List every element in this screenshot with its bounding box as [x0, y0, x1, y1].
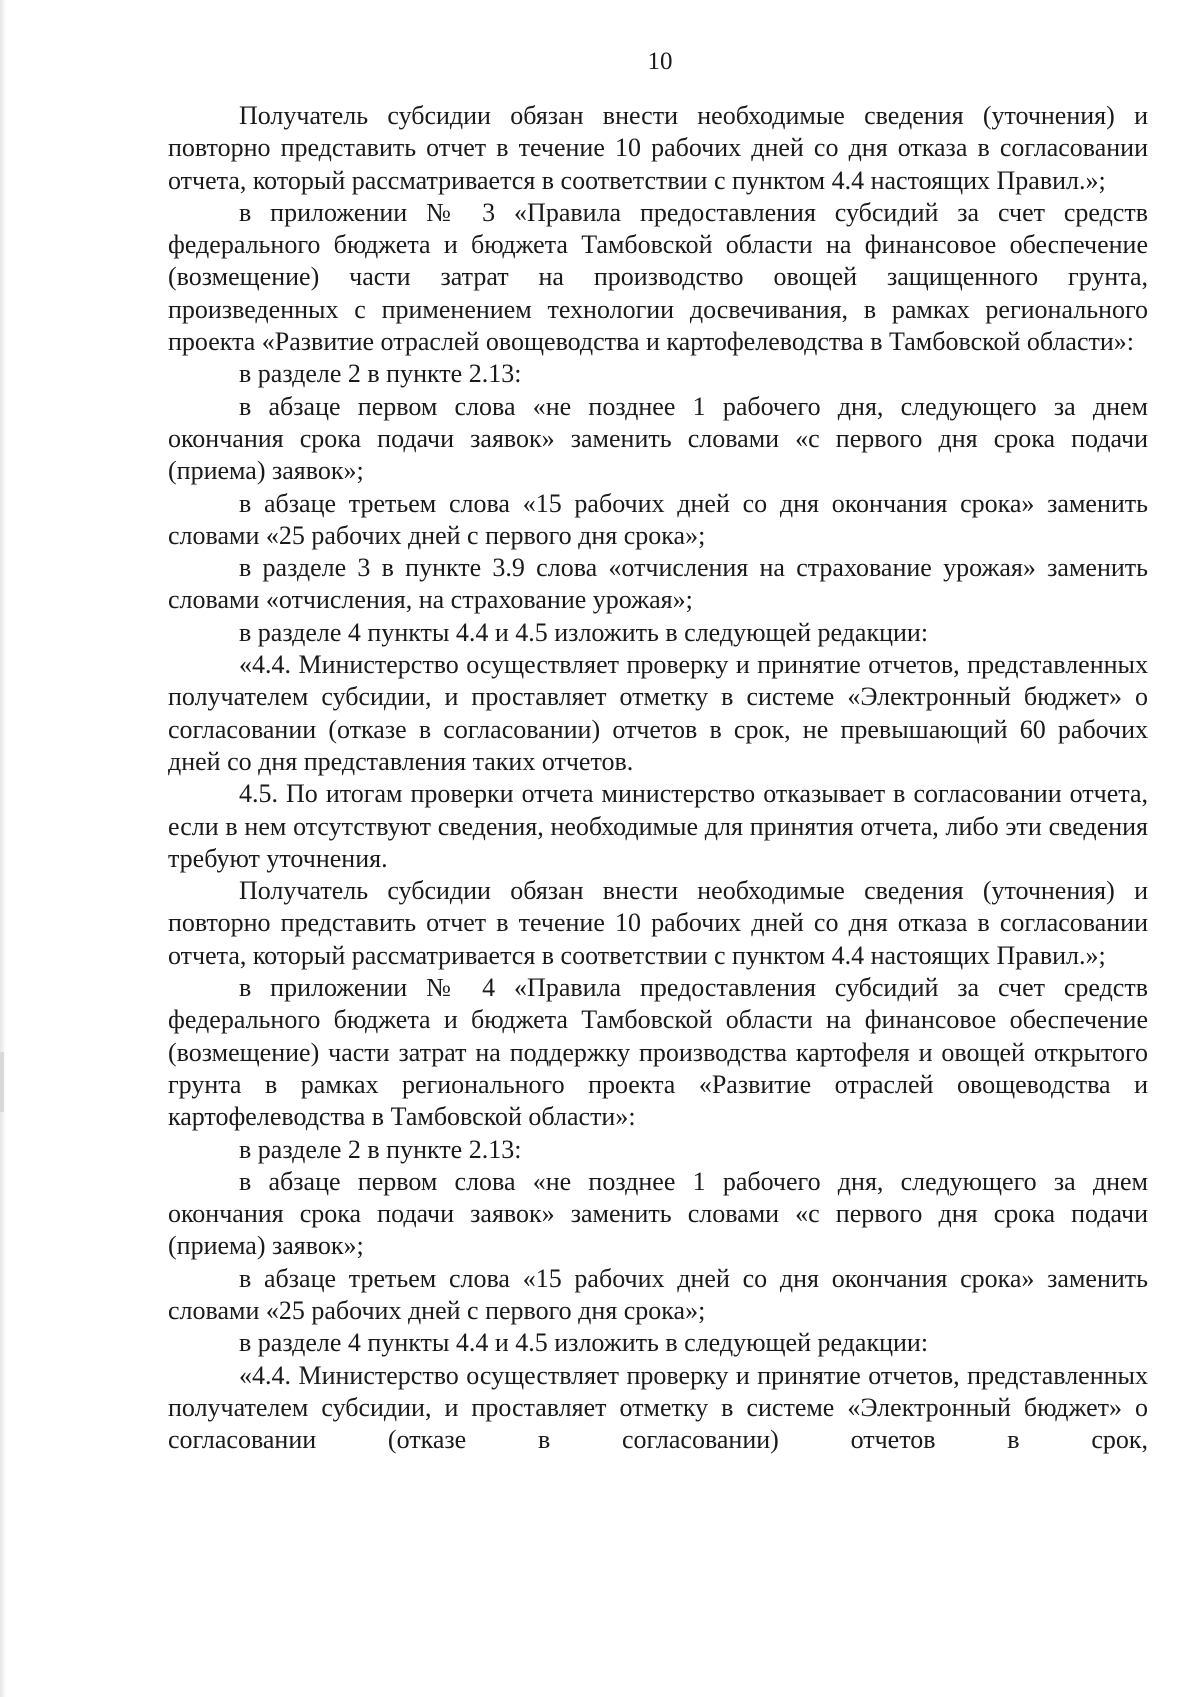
- paragraph-appendix-3-intro: в приложении № 3 «Правила предоставления субсидий за счет средств федерального бюджета и бюджета Тамбовской области на финансовое обеспечение (возмещение) части затрат на производство овощей защищенного грунта, произведенных с применением технологии досвечивания, в рамках регионального проекта «Развитие отраслей овощеводства и картофелеводства в Тамбовской области»:: [168, 197, 1148, 357]
- paragraph-appendix-4-intro: в приложении № 4 «Правила предоставления субсидий за счет средств федерального бюджета и бюджета Тамбовской области на финансовое обеспечение (возмещение) части затрат на поддержку производства картофеля и овощей открытого грунта в рамках регионального проекта «Развитие отраслей овощеводства и картофелеводства в Тамбовской области»:: [168, 973, 1148, 1132]
- paragraph-section-4-intro: в разделе 4 пункты 4.4 и 4.5 изложить в следующей редакции:: [239, 617, 929, 647]
- scan-edge-shadow: [0, 0, 6, 1697]
- paragraph-third-abzac-change-b: в абзаце третьем слова «15 рабочих дней со дня окончания срока» заменить словами «25 рабочих дней с первого дня срока»;: [168, 1263, 1148, 1325]
- paragraph-first-abzac-change: в абзаце первом слова «не позднее 1 рабочего дня, следующего за днем окончания срока подачи заявок» заменить словами «с первого дня срока подачи (приема) заявок»;: [168, 391, 1148, 486]
- paragraph-point-4-4: «4.4. Министерство осуществляет проверку и принятие отчетов, представленных получателем субсидии, и проставляет отметку в системе «Электронный бюджет» о согласовании (отказе в согласовании) отчетов в срок, не превышающий 60 рабочих дней со дня представления таких отчетов.: [168, 650, 1148, 776]
- paragraph-point-4-4-b: «4.4. Министерство осуществляет проверку и принятие отчетов, представленных получателем субсидии, и проставляет отметку в системе «Электронный бюджет» о согласовании (отказе в согласовании) отчетов в срок,: [168, 1360, 1148, 1455]
- paragraph-recipient-obligation-1: Получатель субсидии обязан внести необходимые сведения (уточнения) и повторно представить отчет в течение 10 рабочих дней со дня отказа в согласовании отчета, который рассматривается в соответствии с пунктом 4.4 настоящих Правил.»;: [168, 101, 1148, 195]
- scan-binding-mark: [0, 1052, 4, 1112]
- paragraph-third-abzac-change: в абзаце третьем слова «15 рабочих дней со дня окончания срока» заменить словами «25 рабочих дней с первого дня срока»;: [168, 488, 1148, 550]
- paragraph-section-3-point-3-9: в разделе 3 в пункте 3.9 слова «отчисления на страхование урожая» заменить словами «отчисления, на страхование урожая»;: [168, 553, 1148, 615]
- paragraph-recipient-obligation-2: Получатель субсидии обязан внести необходимые сведения (уточнения) и повторно представить отчет в течение 10 рабочих дней со дня отказа в согласовании отчета, который рассматривается в соответствии с пунктом 4.4 настоящих Правил.»;: [168, 876, 1148, 970]
- paragraph-section-2-point-2-13: в разделе 2 в пункте 2.13:: [239, 359, 522, 389]
- paragraph-point-4-5: 4.5. По итогам проверки отчета министерство отказывает в согласовании отчета, если в нем отсутствуют сведения, необходимые для принятия отчета, либо эти сведения требуют уточнения.: [168, 779, 1148, 873]
- page-number: 10: [647, 48, 673, 75]
- paragraph-section-4-intro-b: в разделе 4 пункты 4.4 и 4.5 изложить в следующей редакции:: [239, 1328, 929, 1358]
- paragraph-section-2-point-2-13-b: в разделе 2 в пункте 2.13:: [239, 1134, 522, 1164]
- paragraph-first-abzac-change-b: в абзаце первом слова «не позднее 1 рабочего дня, следующего за днем окончания срока подачи заявок» заменить словами «с первого дня срока подачи (приема) заявок»;: [168, 1166, 1148, 1261]
- document-body: [168, 100, 1148, 1456]
